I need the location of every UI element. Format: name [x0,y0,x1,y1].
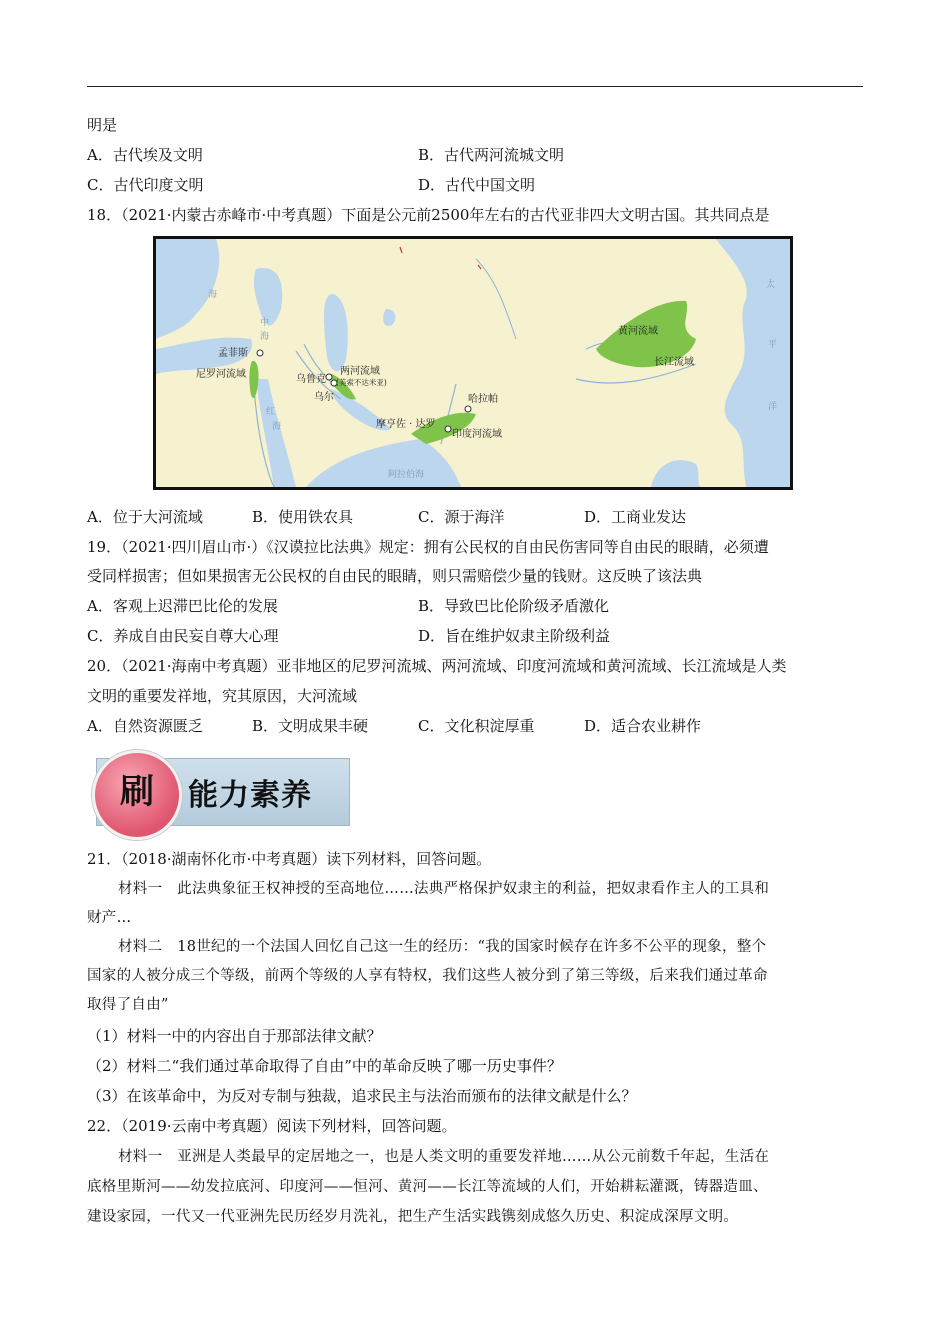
south-china-sea [651,460,701,487]
sea-label: 中 [260,318,270,328]
q21-material1-line1: 材料一 此法典象征王权神授的至高地位……法典严格保护奴隶主的利益，把奴隶看作主人的工具和 [118,881,770,897]
mohenjo-daro-label: 摩亨佐 · 达罗 [376,419,436,430]
aral-sea [383,309,395,326]
sea-label: 海 [208,290,218,300]
mesopotamia-sublabel: (美索不达米亚) [336,378,387,387]
q19-option-c[interactable]: C．养成自由民妄自尊大心理 [87,627,279,645]
q19-stem-line2: 受同样损害；但如果损害无公民权的自由民的眼睛，则只需赔偿少量的钱财。这反映了该法典 [87,567,703,585]
q21-material2-line3: 取得了自由” [87,997,169,1013]
banner-title: 能力素养 [188,778,312,813]
q20-stem-line2: 文明的重要发祥地，究其原因，大河流域 [87,687,358,705]
yellow-river-label: 黄河流域 [618,326,658,337]
q21-material2-line2: 国家的人被分成三个等级，前两个等级的人享有特权，我们这些人被分到了第三等级，后来我们通过革命 [87,968,768,984]
harappa-point [465,406,471,412]
arabian-sea [306,439,461,487]
q18-option-c[interactable]: C．源于海洋 [418,508,505,526]
q21-sub2: （2）材料二“我们通过革命取得了自由”中的革命反映了哪一历史事件？ [87,1057,562,1075]
q21-sub3: （3）在该革命中，为反对专制与独裁，追求民主与法治而颁布的法律文献是什么？ [87,1087,637,1105]
sea-label: 海 [260,332,270,342]
q21-stem: 21．（2018·湖南怀化市·中考真题）读下列材料，回答问题。 [87,850,492,868]
q20-stem-line1: 20．（2021·海南中考真题）亚非地区的尼罗河流城、两河流域、印度河流域和黄河流域、长江流域是人类 [87,657,787,675]
banner-char: 刷 [120,772,154,812]
q22-material1-line3: 建设家园，一代又一代亚洲先民历经岁月洗礼，把生产生活实践镌刻成悠久历史、积淀成深厚文明。 [87,1209,739,1225]
q22-stem: 22．（2019·云南中考真题）阅读下列材料，回答问题。 [87,1117,457,1135]
q18-option-a[interactable]: A．位于大河流域 [87,508,203,526]
pacific-label: 平 [768,340,778,350]
red-sea-label: 海 [272,422,282,432]
q22-material1-line1: 材料一 亚洲是人类最早的定居地之一，也是人类文明的重要发祥地……从公元前数千年起，生活在 [118,1149,770,1165]
ur-label: 乌尔 [314,392,334,403]
header-rule [87,86,863,87]
map-mark [400,247,402,253]
q18-stem: 18．（2021·内蒙古赤峰市·中考真题）下面是公元前2500年左右的古代亚非四大文明古国。其共同点是 [87,206,770,224]
q17-option-d[interactable]: D．古代中国文明 [418,176,536,194]
sea-northwest [156,239,219,339]
q20-option-c[interactable]: C．文化积淀厚重 [418,717,535,735]
q17-option-a[interactable]: A．古代埃及文明 [87,146,203,164]
indus-label: 印度河流域 [452,429,502,440]
q17-option-b[interactable]: B．古代两河流城文明 [418,146,565,164]
yangtze-label: 长江流域 [654,357,694,368]
pacific-ocean [716,239,790,487]
caspian-sea [324,294,348,371]
q21-material1-line2: 财产… [87,910,132,926]
q19-option-b[interactable]: B．导致巴比伦阶级矛盾激化 [418,597,610,615]
black-sea [254,268,282,325]
q17-tail: 明是 [87,116,118,134]
river-north [476,259,516,339]
red-sea-label: 红 [266,407,276,417]
harappa-label: 哈拉帕 [468,394,498,405]
q18-option-b[interactable]: B．使用铁农具 [252,508,354,526]
pacific-label: 洋 [768,402,778,412]
q20-option-a[interactable]: A．自然资源匮乏 [87,717,203,735]
q22-material1-line2: 底格里斯河——幼发拉底河、印度河——恒河、黄河——长江等流域的人们，开始耕耘灌溉，铸器造皿、 [87,1179,768,1195]
map-mark [478,265,481,269]
mesopotamia-label: 两河流域 [340,366,380,377]
q21-material2-line1: 材料二 18世纪的一个法国人回忆自己这一生的经历：“我的国家时候存在许多不公平的现象，整个 [118,939,767,955]
q19-stem-line1: 19．（2021·四川眉山市·）《汉谟拉比法典》规定：拥有公民权的自由民伤害同等自由民的眼睛，必须遭 [87,538,769,556]
civilizations-map [153,236,793,490]
pacific-label: 太 [766,280,776,290]
map-graphic [156,239,790,487]
section-banner [92,748,348,828]
nile-region [249,361,258,398]
memphis-point [257,350,263,356]
nile-label: 尼罗河流域 [196,369,246,380]
mohenjo-daro-point [445,426,451,432]
q17-option-c[interactable]: C．古代印度文明 [87,176,204,194]
arabian-sea-label: 阿拉伯海 [388,470,425,480]
uruk-point [326,374,332,380]
red-sea [256,379,296,487]
q20-option-d[interactable]: D．适合农业耕作 [584,717,702,735]
q21-sub1: （1）材料一中的内容出自于那部法律文献？ [87,1027,382,1045]
memphis-label: 孟菲斯 [218,348,248,359]
q19-option-a[interactable]: A．客观上迟滞巴比伦的发展 [87,597,278,615]
q18-option-d[interactable]: D．工商业发达 [584,508,687,526]
uruk-label: 乌鲁克 [296,374,326,385]
q19-option-d[interactable]: D．旨在维护奴隶主阶级利益 [418,627,611,645]
q20-option-b[interactable]: B．文明成果丰硬 [252,717,369,735]
